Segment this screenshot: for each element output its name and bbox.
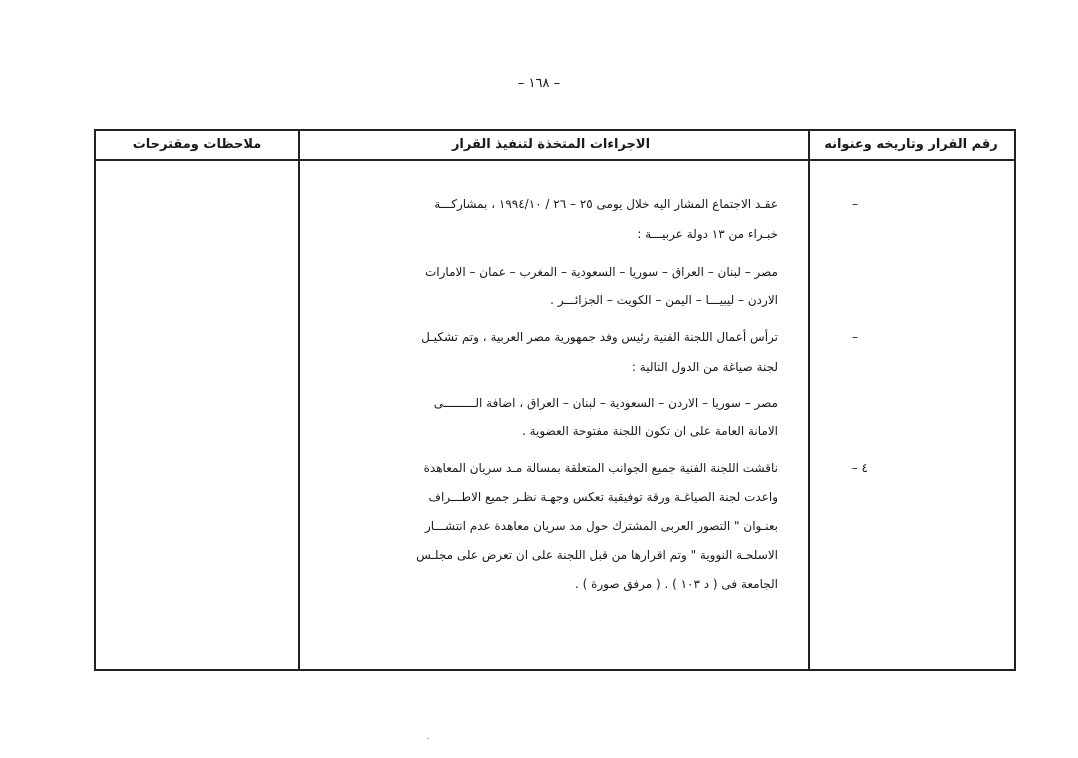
column-divider-decision <box>808 131 810 669</box>
bullet-2: – <box>852 330 858 344</box>
action-line: لجنة صياغة من الدول التالية : <box>631 360 778 374</box>
scan-speck <box>427 738 429 739</box>
action-line: عقـد الاجتماع المشار اليه خلال يومى ٢٥ – ٢٦ / ١٩٩٤/١٠ ، بمشاركـــة <box>434 197 778 211</box>
bullet-1: – <box>852 197 858 211</box>
action-line: خبـراء من ١٣ دولة عربيـــة : <box>637 227 778 241</box>
header-decision: رقم القرار وتاريخه وعنوانه <box>824 137 998 152</box>
drafting-line: مصر – سوريا – الاردن – السعودية – لبنان – العراق ، اضافة الـــــــــى <box>433 396 778 410</box>
page-number: – ١٦٨ – <box>517 76 561 91</box>
header-actions: الاجراءات المتخذة لتنفيذ القرار <box>451 137 651 152</box>
column-divider-notes <box>298 131 300 669</box>
countries-line: الاردن – ليبيـــا – اليمن – الكويت – الجزائـــر . <box>550 293 778 307</box>
action-line: الاسلحـة النووية " وتم اقرارها من قبل اللجنة على ان تعرض على مجلـس <box>416 548 778 562</box>
decisions-table <box>94 129 1016 671</box>
action-line: واعدت لجنة الصياغـة ورقة توفيقية تعكس وجهـة نظـر جميع الاطـــراف <box>428 490 778 504</box>
action-line: ترأس أعمال اللجنة الفنية رئيس وفد جمهورية مصر العربية ، وتم تشكيـل <box>421 330 778 344</box>
action-line: الجامعة فى ( د ١٠٣ ) . ( مرفق صورة ) . <box>574 577 778 591</box>
header-notes: ملاحظات ومقترحات <box>132 137 262 152</box>
action-line: ناقشت اللجنة الفنية جميع الجوانب المتعلقة بمسالة مـد سريان المعاهدة <box>423 461 778 475</box>
bullet-4: ٤ – <box>851 461 868 475</box>
countries-line: مصر – لبنان – العراق – سوريا – السعودية – المغرب – عمان – الامارات <box>424 265 778 279</box>
drafting-line: الامانة العامة على ان تكون اللجنة مفتوحة العضوية . <box>521 424 778 438</box>
action-line: بعنـوان " التصور العربى المشترك حول مد سريان معاهدة عدم انتشـــار <box>424 519 778 533</box>
actions-cell <box>308 131 868 671</box>
